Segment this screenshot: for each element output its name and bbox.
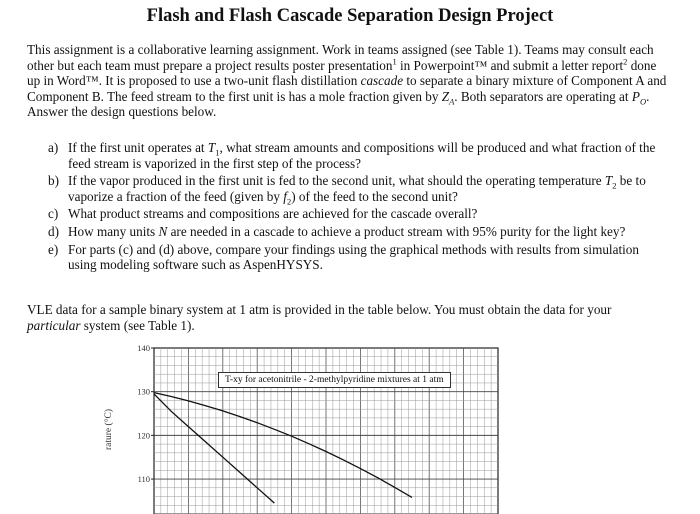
intro-text-1: This assignment is a collaborative learning assignment. Work in teams assigned (see Table 1). Teams may consult each other but each team must prepare a project results poster presentation (27, 42, 654, 73)
question-text-segment: 1 (215, 147, 220, 158)
txy-chart (110, 340, 510, 514)
question-text-segment: f (283, 188, 287, 204)
question-item (48, 242, 668, 273)
vle-text-1: VLE data for a sample binary system at 1 atm is provided in the table below. You must obtain the data for your (27, 302, 612, 317)
intro-text-5: . Both separators are operating at (454, 88, 632, 104)
question-item (48, 224, 668, 240)
chart-y-axis-label: rature (°C) (104, 409, 114, 450)
pressure-symbol: P (631, 88, 640, 104)
question-text (68, 242, 668, 273)
vle-particular-word: particular (27, 317, 81, 333)
question-text-segment: be to vaporize a fraction of the feed (given by (68, 173, 646, 204)
question-label: a) (48, 140, 59, 155)
chart-y-tick-label: 130 (137, 386, 150, 397)
question-text-segment: N (158, 223, 168, 239)
question-text (68, 140, 668, 171)
chart-y-tick-label: 110 (137, 474, 150, 485)
intro-paragraph (27, 42, 667, 120)
design-questions-list (48, 140, 668, 275)
question-text-segment: How many units (68, 223, 159, 239)
question-text-segment: If the vapor produced in the first unit is fed to the second unit, what should the operating temperature (68, 173, 605, 189)
question-text-segment: 2 (612, 180, 617, 191)
question-text (68, 173, 668, 207)
vle-paragraph (27, 302, 667, 333)
question-item (48, 140, 668, 171)
question-label: c) (48, 206, 59, 222)
question-text-segment: , what stream amounts and compositions will be produced and what fraction of the feed stream is vaporized in the first step of the process? (68, 140, 656, 171)
intro-text-4: to separate a binary mixture of Component A and Component B. The feed stream to the first unit is has a mole fraction given by (27, 73, 667, 104)
question-item (48, 206, 668, 222)
pressure-subscript: O (639, 96, 647, 107)
question-text (68, 206, 668, 222)
question-text-segment: For parts (c) and (d) above, compare your findings using the graphical methods with results from simulation using modeling software such as AspenHYSYS. (68, 241, 639, 273)
intro-text-6: . Answer the design questions below. (27, 88, 650, 120)
question-label: e) (48, 241, 59, 257)
question-text-segment: are needed in a cascade to achieve a product stream with 95% purity for the light key? (167, 223, 626, 239)
intro-cascade-word: cascade (360, 73, 404, 89)
feed-fraction-symbol: Z (441, 88, 450, 104)
question-text-segment: T (207, 140, 216, 155)
chart-y-tick-label: 140 (137, 343, 150, 353)
question-text-segment: What product streams and compositions are achieved for the cascade overall? (68, 206, 478, 222)
page-title: Flash and Flash Cascade Separation Design Project (146, 6, 554, 26)
question-item (48, 173, 668, 207)
intro-text-3: done up in Word™. It is proposed to use a two-unit flash distillation (27, 57, 657, 89)
feed-fraction-subscript: A (449, 96, 455, 107)
question-text-segment: If the first unit operates at (68, 140, 208, 155)
chart-y-tick-label: 120 (137, 430, 150, 441)
chart-legend: T-xy for acetonitrile - 2-methylpyridine mixtures at 1 atm (218, 372, 451, 388)
question-label: b) (48, 173, 59, 189)
question-text-segment: 2 (286, 196, 292, 207)
question-text-segment: ) of the feed to the second unit? (291, 188, 458, 204)
footnote-1-marker: 1 (392, 56, 397, 67)
question-label: d) (48, 223, 59, 239)
question-text (68, 224, 668, 240)
vle-text-2: system (see Table 1). (80, 317, 195, 333)
question-text-segment: T (604, 173, 613, 189)
chart-y-ticks (137, 343, 154, 484)
intro-text-2: in Powerpoint™ and submit a letter report (396, 57, 624, 73)
footnote-2-marker: 2 (623, 56, 628, 67)
